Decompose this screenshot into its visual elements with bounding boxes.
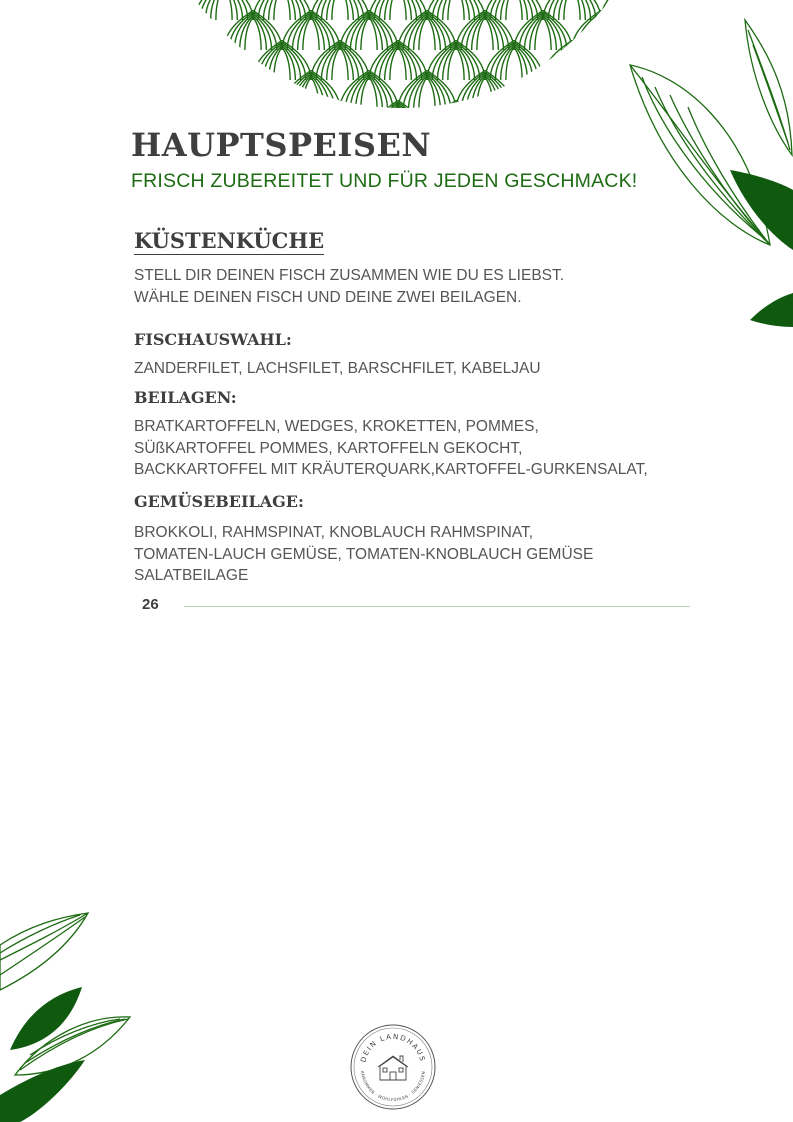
svg-text:ANKOMMEN · WOHLFÜHLEN · GENIES [360, 1071, 426, 1102]
side-dishes-heading: BEILAGEN: [134, 388, 237, 407]
page-title: HAUPTSPEISEN [131, 126, 432, 164]
logo-text-top: DEIN LANDHAUS [359, 1032, 427, 1064]
fish-selection-heading: FISCHAUSWAHL: [134, 330, 292, 349]
page-number: 26 [142, 596, 159, 613]
list-line: BRATKARTOFFELN, WEDGES, KROKETTEN, POMMES, [134, 418, 539, 435]
footer-divider [184, 606, 690, 607]
fish-selection-list [134, 358, 714, 380]
house-logo-icon [348, 1022, 438, 1112]
scallop-leaf-pattern [195, 0, 610, 108]
intro-line: WÄHLE DEINEN FISCH UND DEINE ZWEI BEILAGEN. [134, 289, 522, 306]
list-line: BACKKARTOFFEL MIT KRÄUTERQUARK,KARTOFFEL-GURKENSALAT, [134, 461, 648, 478]
leaf-icon [0, 905, 135, 1122]
section-intro [134, 265, 694, 309]
list-line: BROKKOLI, RAHMSPINAT, KNOBLAUCH RAHMSPINAT, [134, 524, 534, 541]
vegetable-sides-list [134, 522, 714, 587]
list-line: TOMATEN-LAUCH GEMÜSE, TOMATEN-KNOBLAUCH GEMÜSE [134, 545, 594, 563]
list-line: ZANDERFILET, LACHSFILET, BARSCHFILET, KABELJAU [134, 360, 541, 377]
intro-line: STELL DIR DEINEN FISCH ZUSAMMEN WIE DU ES LIEBST. [134, 267, 565, 284]
svg-text:DEIN LANDHAUS [359, 1033, 426, 1063]
section-title: KÜSTENKÜCHE [134, 228, 325, 253]
page-subtitle: FRISCH ZUBEREITET UND FÜR JEDEN GESCHMACK! [131, 170, 638, 192]
vegetable-sides-heading: GEMÜSEBEILAGE: [134, 492, 304, 511]
side-dishes-list [134, 416, 714, 481]
logo-text-bottom: ANKOMMEN · WOHLFÜHLEN · GENIESSEN [360, 1070, 426, 1103]
list-line: SALATBEILAGE [134, 567, 249, 584]
list-line: SÜßKARTOFFEL POMMES, KARTOFFELN GEKOCHT, [134, 439, 523, 457]
